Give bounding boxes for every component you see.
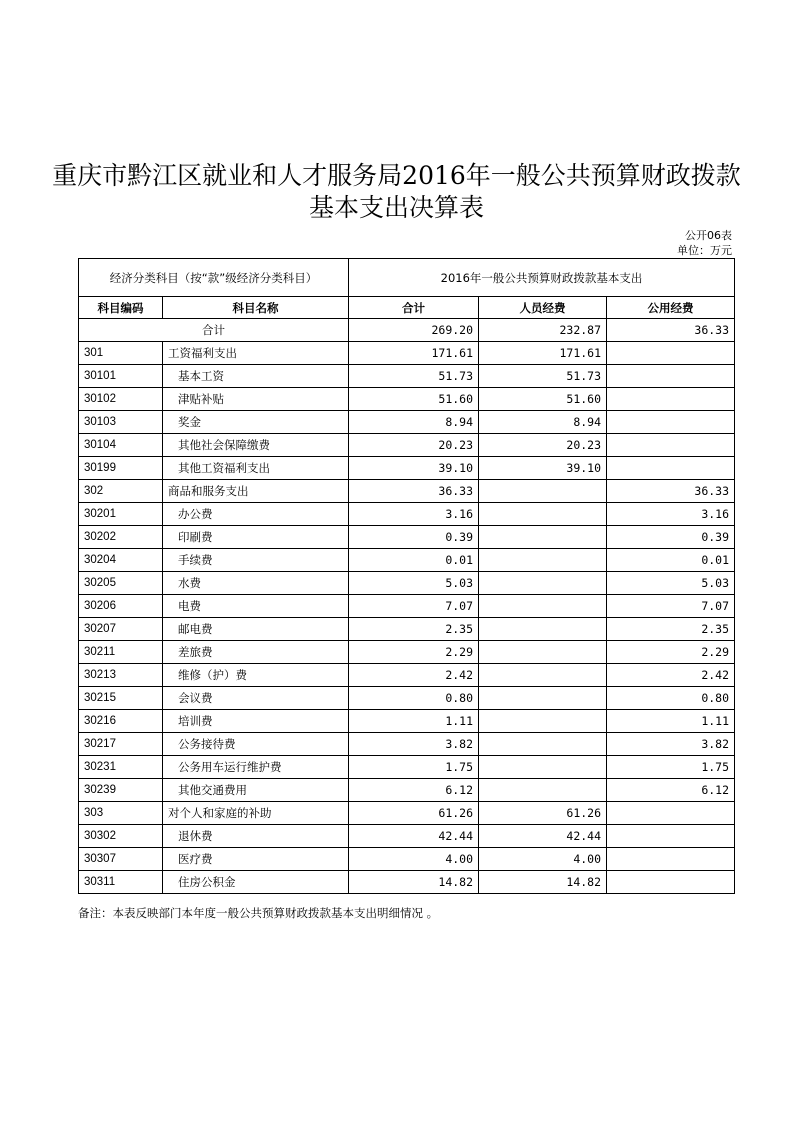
row-public: 0.39: [607, 526, 735, 549]
row-personnel: [479, 641, 607, 664]
row-public: 1.11: [607, 710, 735, 733]
row-public: 5.03: [607, 572, 735, 595]
row-name: 津贴补贴: [163, 388, 349, 411]
row-code: 30239: [79, 779, 163, 802]
row-public: [607, 365, 735, 388]
header-economic-classification: 经济分类科目（按“款”级经济分类科目）: [79, 259, 349, 297]
row-public: 0.01: [607, 549, 735, 572]
row-public: [607, 848, 735, 871]
expenditure-table: [78, 258, 735, 894]
table-row: [79, 825, 735, 848]
row-total: 2.29: [349, 641, 479, 664]
row-name: 基本工资: [163, 365, 349, 388]
row-total: 20.23: [349, 434, 479, 457]
total-amount: 269.20: [349, 319, 479, 342]
row-name: 邮电费: [163, 618, 349, 641]
row-total: 14.82: [349, 871, 479, 894]
table-row: [79, 595, 735, 618]
table-row: [79, 549, 735, 572]
table-row: [79, 710, 735, 733]
row-personnel: 51.73: [479, 365, 607, 388]
row-total: 51.73: [349, 365, 479, 388]
row-name: 手续费: [163, 549, 349, 572]
row-total: 0.01: [349, 549, 479, 572]
row-name: 公务用车运行维护费: [163, 756, 349, 779]
row-code: 30216: [79, 710, 163, 733]
table-row: [79, 480, 735, 503]
row-code: 30102: [79, 388, 163, 411]
row-personnel: 8.94: [479, 411, 607, 434]
row-personnel: [479, 779, 607, 802]
row-total: 6.12: [349, 779, 479, 802]
row-total: 1.75: [349, 756, 479, 779]
row-public: [607, 434, 735, 457]
form-number: 公开06表: [685, 229, 732, 242]
table-row: [79, 572, 735, 595]
row-total: 3.82: [349, 733, 479, 756]
row-public: [607, 457, 735, 480]
table-row: [79, 342, 735, 365]
row-public: 7.07: [607, 595, 735, 618]
row-personnel: [479, 503, 607, 526]
row-name: 电费: [163, 595, 349, 618]
title-line-2: 基本支出决算表: [308, 193, 484, 222]
row-total: 171.61: [349, 342, 479, 365]
row-public: [607, 802, 735, 825]
row-code: 30213: [79, 664, 163, 687]
row-code: 30206: [79, 595, 163, 618]
row-public: 0.80: [607, 687, 735, 710]
row-personnel: 14.82: [479, 871, 607, 894]
row-total: 8.94: [349, 411, 479, 434]
row-code: 30103: [79, 411, 163, 434]
row-name: 对个人和家庭的补助: [163, 802, 349, 825]
table-row: [79, 526, 735, 549]
table-row: [79, 664, 735, 687]
row-name: 水费: [163, 572, 349, 595]
row-code: 30205: [79, 572, 163, 595]
row-code: 30101: [79, 365, 163, 388]
row-code: 30217: [79, 733, 163, 756]
row-code: 30207: [79, 618, 163, 641]
row-public: 2.29: [607, 641, 735, 664]
row-personnel: [479, 526, 607, 549]
row-name: 其他社会保障缴费: [163, 434, 349, 457]
header-personnel: 人员经费: [479, 297, 607, 319]
row-total: 0.39: [349, 526, 479, 549]
row-personnel: [479, 480, 607, 503]
table-row: [79, 871, 735, 894]
row-name: 商品和服务支出: [163, 480, 349, 503]
row-total: 39.10: [349, 457, 479, 480]
row-personnel: [479, 687, 607, 710]
row-code: 30204: [79, 549, 163, 572]
row-personnel: [479, 549, 607, 572]
row-name: 其他工资福利支出: [163, 457, 349, 480]
row-public: 36.33: [607, 480, 735, 503]
table-row: [79, 411, 735, 434]
row-name: 培训费: [163, 710, 349, 733]
row-public: [607, 871, 735, 894]
table-row: [79, 687, 735, 710]
table-row: [79, 503, 735, 526]
table-row: [79, 388, 735, 411]
row-total: 61.26: [349, 802, 479, 825]
row-code: 30199: [79, 457, 163, 480]
row-public: [607, 411, 735, 434]
row-personnel: [479, 733, 607, 756]
header-code: 科目编码: [79, 297, 163, 319]
row-personnel: 61.26: [479, 802, 607, 825]
header-name: 科目名称: [163, 297, 349, 319]
row-public: [607, 825, 735, 848]
row-total: 3.16: [349, 503, 479, 526]
row-public: 1.75: [607, 756, 735, 779]
unit-label: 单位：万元: [677, 244, 732, 257]
row-personnel: 4.00: [479, 848, 607, 871]
row-code: 30202: [79, 526, 163, 549]
title-line-1: 重庆市黔江区就业和人才服务局2016年一般公共预算财政拨款: [52, 161, 741, 190]
header-public: 公用经费: [607, 297, 735, 319]
row-personnel: [479, 618, 607, 641]
row-personnel: [479, 756, 607, 779]
row-total: 2.35: [349, 618, 479, 641]
row-name: 住房公积金: [163, 871, 349, 894]
table-row: [79, 848, 735, 871]
row-public: 6.12: [607, 779, 735, 802]
total-label: 合计: [79, 319, 349, 342]
row-public: 3.82: [607, 733, 735, 756]
table-row: [79, 457, 735, 480]
table-row: [79, 365, 735, 388]
row-name: 工资福利支出: [163, 342, 349, 365]
row-public: 2.42: [607, 664, 735, 687]
row-personnel: [479, 664, 607, 687]
row-code: 30211: [79, 641, 163, 664]
row-total: 1.11: [349, 710, 479, 733]
row-code: 30231: [79, 756, 163, 779]
row-total: 7.07: [349, 595, 479, 618]
row-code: 301: [79, 342, 163, 365]
row-public: 3.16: [607, 503, 735, 526]
row-total: 5.03: [349, 572, 479, 595]
row-personnel: [479, 595, 607, 618]
row-personnel: 51.60: [479, 388, 607, 411]
row-personnel: [479, 710, 607, 733]
header-total: 合计: [349, 297, 479, 319]
row-code: 30307: [79, 848, 163, 871]
row-personnel: 42.44: [479, 825, 607, 848]
row-name: 其他交通费用: [163, 779, 349, 802]
row-total: 4.00: [349, 848, 479, 871]
row-total: 36.33: [349, 480, 479, 503]
row-personnel: 39.10: [479, 457, 607, 480]
row-personnel: 20.23: [479, 434, 607, 457]
row-name: 医疗费: [163, 848, 349, 871]
table-row: [79, 733, 735, 756]
row-code: 30311: [79, 871, 163, 894]
total-personnel: 232.87: [479, 319, 607, 342]
row-code: 302: [79, 480, 163, 503]
row-code: 30302: [79, 825, 163, 848]
row-name: 奖金: [163, 411, 349, 434]
footnote: 备注：本表反映部门本年度一般公共预算财政拨款基本支出明细情况 。: [78, 906, 439, 920]
header-basic-expenditure: 2016年一般公共预算财政拨款基本支出: [349, 259, 735, 297]
row-total: 0.80: [349, 687, 479, 710]
row-code: 30215: [79, 687, 163, 710]
row-total: 2.42: [349, 664, 479, 687]
row-total: 51.60: [349, 388, 479, 411]
row-personnel: [479, 572, 607, 595]
total-public: 36.33: [607, 319, 735, 342]
row-name: 公务接待费: [163, 733, 349, 756]
row-name: 办公费: [163, 503, 349, 526]
row-name: 差旅费: [163, 641, 349, 664]
table-row: [79, 779, 735, 802]
table-row: [79, 618, 735, 641]
row-name: 会议费: [163, 687, 349, 710]
table-row: [79, 756, 735, 779]
page-title: [0, 160, 793, 224]
row-public: 2.35: [607, 618, 735, 641]
row-code: 30201: [79, 503, 163, 526]
row-public: [607, 342, 735, 365]
row-total: 42.44: [349, 825, 479, 848]
table-row: [79, 641, 735, 664]
row-code: 303: [79, 802, 163, 825]
row-public: [607, 388, 735, 411]
row-code: 30104: [79, 434, 163, 457]
table-row: [79, 802, 735, 825]
row-personnel: 171.61: [479, 342, 607, 365]
total-row: [79, 319, 735, 342]
row-name: 退休费: [163, 825, 349, 848]
table-row: [79, 434, 735, 457]
row-name: 印刷费: [163, 526, 349, 549]
row-name: 维修（护）费: [163, 664, 349, 687]
